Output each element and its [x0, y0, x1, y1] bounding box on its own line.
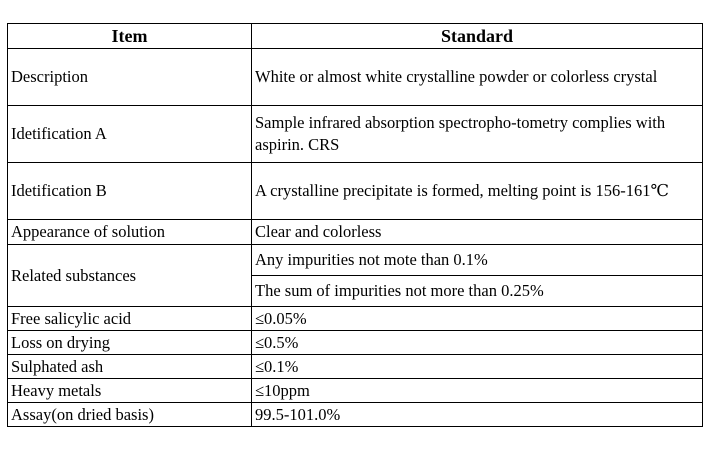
standard-cell: ≤0.05% — [252, 307, 703, 331]
standard-cell: ≤0.5% — [252, 331, 703, 355]
item-cell: Description — [8, 49, 252, 106]
table-row — [8, 163, 703, 220]
item-cell: Sulphated ash — [8, 355, 252, 379]
header-standard: Standard — [252, 24, 703, 49]
item-cell: Free salicylic acid — [8, 307, 252, 331]
item-cell: Idetification A — [8, 106, 252, 163]
standard-cell: A crystalline precipitate is formed, melting point is 156-161℃ — [252, 163, 703, 220]
item-cell: Loss on drying — [8, 331, 252, 355]
table-row — [8, 307, 703, 331]
standard-cell: ≤10ppm — [252, 379, 703, 403]
table-row — [8, 331, 703, 355]
standard-cell: The sum of impurities not more than 0.25% — [252, 276, 703, 307]
table-row — [8, 220, 703, 245]
table-row — [8, 355, 703, 379]
specification-table — [7, 23, 703, 427]
item-cell: Heavy metals — [8, 379, 252, 403]
table-row — [8, 49, 703, 106]
item-cell: Appearance of solution — [8, 220, 252, 245]
table-row — [8, 403, 703, 427]
standard-cell: ≤0.1% — [252, 355, 703, 379]
standard-cell: 99.5-101.0% — [252, 403, 703, 427]
table-row — [8, 245, 703, 276]
item-cell: Idetification B — [8, 163, 252, 220]
standard-cell: Clear and colorless — [252, 220, 703, 245]
standard-cell: Sample infrared absorption spectropho-tometry complies with aspirin. CRS — [252, 106, 703, 163]
standard-cell: White or almost white crystalline powder or colorless crystal — [252, 49, 703, 106]
standard-cell: Any impurities not mote than 0.1% — [252, 245, 703, 276]
item-cell: Related substances — [8, 245, 252, 307]
header-item: Item — [8, 24, 252, 49]
table-row — [8, 379, 703, 403]
item-cell: Assay(on dried basis) — [8, 403, 252, 427]
header-row — [8, 24, 703, 49]
table-row — [8, 106, 703, 163]
